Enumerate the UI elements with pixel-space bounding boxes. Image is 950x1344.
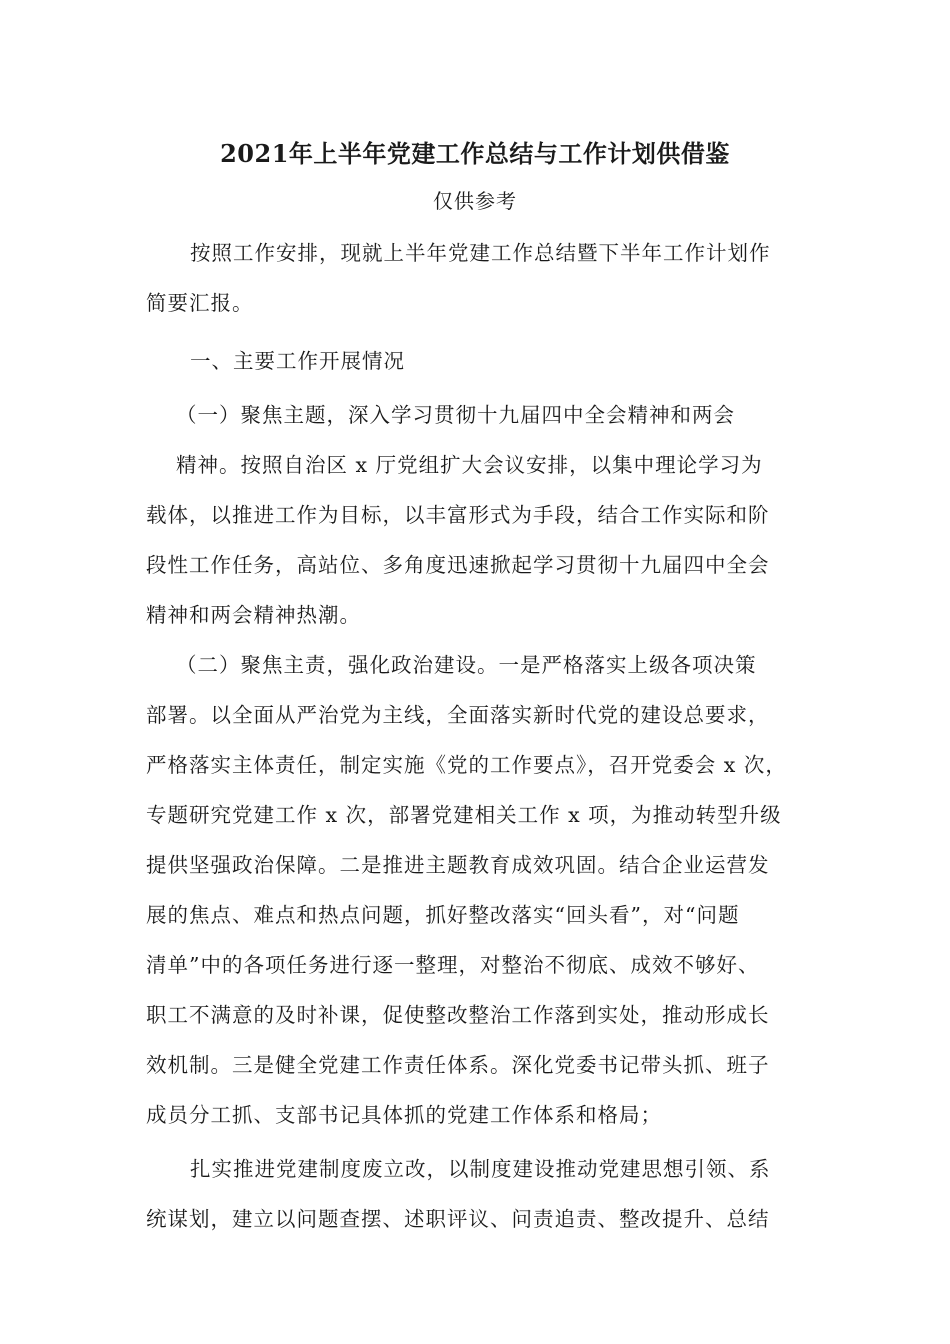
paragraph-institution-building [146,1144,806,1244]
paragraph-line: 效机制。三是健全党建工作责任体系。深化党委书记带头抓、班子 [146,1053,770,1077]
paragraph-line: 精神。按照自治区 x 厅党组扩大会议安排，以集中理论学习为 [176,453,763,477]
paragraph-line: 部署。以全面从严治党为主线，全面落实新时代党的建设总要求， [146,703,770,727]
paragraph-line: 精神和两会精神热潮。 [146,603,361,627]
paragraph-line: 展的焦点、难点和热点问题，抓好整改落实“回头看”，对“问题 [146,903,740,927]
paragraph-political-building [146,640,806,1140]
paragraph-study [146,440,806,640]
document-body [146,228,806,1244]
paragraph-line: 严格落实主体责任，制定实施《党的工作要点》，召开党委会 x 次， [146,753,787,777]
paragraph-line: 成员分工抓、支部书记具体抓的党建工作体系和格局； [146,1103,662,1127]
paragraph-line: 扎实推进党建制度废立改，以制度建设推动党建思想引领、系 [190,1157,771,1181]
paragraph-line: （二）聚焦主责，强化政治建设。一是严格落实上级各项决策 [176,653,757,677]
subsection-heading-1 [146,390,806,440]
subsection-heading-text: （一）聚焦主题，深入学习贯彻十九届四中全会精神和两会 [176,403,735,427]
paragraph-line: 统谋划，建立以问题查摆、述职评议、问责追责、整改提升、总结 [146,1207,770,1231]
paragraph-line: 清单”中的各项任务进行逐一整理，对整治不彻底、成效不够好、 [146,953,760,977]
paragraph-line: 段性工作任务，高站位、多角度迅速掀起学习贯彻十九届四中全会 [146,553,770,577]
document-subtitle: 仅供参考 [433,189,517,213]
document-title: 2021年上半年党建工作总结与工作计划供借鉴 [220,139,730,168]
paragraph-line: 载体，以推进工作为目标，以丰富形式为手段，结合工作实际和阶 [146,503,770,527]
paragraph-line: 按照工作安排，现就上半年党建工作总结暨下半年工作计划作 [190,241,771,265]
section-heading-text: 一、主要工作开展情况 [190,349,405,373]
paragraph-line: 专题研究党建工作 x 次，部署党建相关工作 x 项，为推动转型升级 [146,803,782,827]
paragraph-line: 职工不满意的及时补课，促使整改整治工作落到实处，推动形成长 [146,1003,770,1027]
paragraph-line: 提供坚强政治保障。二是推进主题教育成效巩固。结合企业运营发 [146,853,770,877]
paragraph-line: 简要汇报。 [146,291,254,315]
paragraph-intro [146,228,806,328]
paragraph-gap [146,328,806,336]
section-heading [146,336,806,386]
